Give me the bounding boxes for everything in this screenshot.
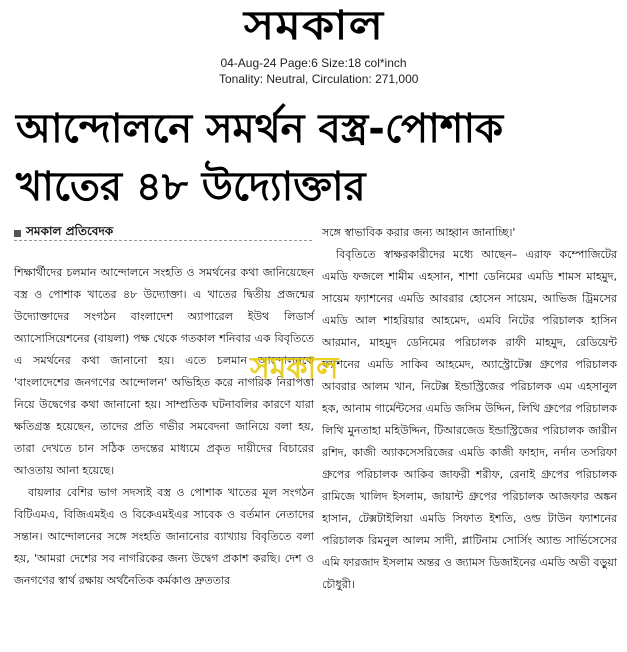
article-paragraph: শিক্ষার্থীদের চলমান আন্দোলনে সংহতি ও সমর্থনের কথা জানিয়েছেন বস্ত্র ও পোশাক খাতের ৪৮ উদ্যোক্তা। এ খাতের দ্বিতীয় প্রজন্মের উদ্যোক্তাদের সংগঠন বাংলাদেশ অ্যাপারেল ইউথ লিডার্স অ্যাসোসিয়েশনের (বায়লা) পক্ষ থেকে গতকাল শনিবার এক বিবৃতিতে এ সমর্থনের কথা জানানো হয়। এতে চলমান আন্দোলনকে 'বাংলাদেশের জনগণের আন্দোলন' অভিহিত করে নাগরিক নিরাপত্তা নিয়ে উদ্বেগের কথা জানানো হয়। সাম্প্রতিক ঘটনাবলির কারণে যারা ক্ষতিগ্রস্ত হয়েছেন, তাদের প্রতি গভীর সমবেদনা জানিয়ে বলা হয়, তারা দেখতে চান সঠিক তদন্তের মাধ্যমে প্রকৃত দায়ীদের বিচারের আওতায় আনা হয়েছে। — [14, 266, 314, 477]
masthead — [0, 0, 627, 55]
byline-text: সমকাল প্রতিবেদক — [26, 224, 114, 238]
article-column-left — [14, 262, 314, 592]
clipping-tonality-circulation: Tonality: Neutral, Circulation: 271,000 — [219, 72, 419, 86]
article-paragraph: বিবৃতিতে স্বাক্ষরকারীদের মধ্যে আছেন– এরাফ কম্পোজিটের এমডি ফজলে শামীম এহসান, শাশা ডেনিমের এমডি শামস মাহমুদ, সায়েম ফ্যাশনের এমডি আবরার হোসেন সায়েম, আভিজ ট্রিমসের এমডি আল শাহরিয়ার আহমেদ, এমবি নিটের পরিচালক হাসিন আরমান, মাহমুদ ডেনিমের পরিচালক রাফী মাহমুদ, রেডিয়েন্ট ফ্যাশনের এমডি সাকিব আহমেদ, অ্যাস্ট্রোটেক্স গ্রুপের পরিচালক আবরার আলম খান, নিটেক্স ইন্ডাস্ট্রিজের পরিচালক এম এহসানুল হক, আনাম গার্মেন্টসের এমডি জসিম উদ্দিন, লিথি গ্রুপের পরিচালক লিথি মুনতাহা মহিউদ্দিন, টিআরজেড ইন্ডাস্ট্রিজের পরিচালক জারীন রশিদ, কাজী অ্যাকসেসরিজের এমডি কাজী ফাহাদ, নর্দান তসরিফা গ্রুপের পরিচালক আকিব জাফরী শরীফ, রেনাই গ্রুপের পরিচালক রামিজে খালিদ ইসলাম, জায়ান্ট গ্রুপের পরিচালক আজফার অঙ্কন হাসান, টেক্সটাইলিয়া এমডি সিফাত ইশতি, ওল্ড টাউন ফ্যাশনের পরিচালক রিমনুল আলম সাদী, প্লাটিনাম সোর্সিং অ্যান্ড সার্ভিসেসের এমি ফারজাদ ইসলাম অন্তর ও জ্যামস ডিজাইনের এমডি অভী বড়ুয়া চৌধুরী। — [322, 248, 617, 591]
byline-divider — [14, 240, 312, 241]
newspaper-logo: সমকাল — [243, 2, 385, 49]
article-column-right — [322, 222, 617, 596]
article-headline: আন্দোলনে সমর্থন বস্ত্র-পোশাক খাতের ৪৮ উদ্যোক্তার — [16, 106, 504, 210]
article-paragraph: বায়লার বেশির ভাগ সদস্যই বস্ত্র ও পোশাক খাতের মূল সংগঠন বিটিএমএ, বিজিএমইএ ও বিকেএমইএর সাবেক ও বর্তমান নেতাদের সন্তান। আন্দোলনের সঙ্গে সংহতি জানানোর ব্যাখ্যায় বিবৃতিতে বলা হয়, 'আমরা দেশের সব নাগরিকের জন্য উদ্বেগ প্রকাশ করছি। দেশ ও জনগণের স্বার্থ রক্ষায় অর্থনৈতিক কর্মকাণ্ড দ্রুততার — [14, 486, 314, 587]
bullet-square-icon — [14, 230, 21, 237]
watermark: সমকাল — [250, 351, 339, 386]
clipping-date-page-size: 04-Aug-24 Page:6 Size:18 col*inch — [220, 56, 407, 70]
article-paragraph: সঙ্গে স্বাভাবিক করার জন্য আহ্বান জানাচ্ছি।' — [322, 226, 516, 239]
